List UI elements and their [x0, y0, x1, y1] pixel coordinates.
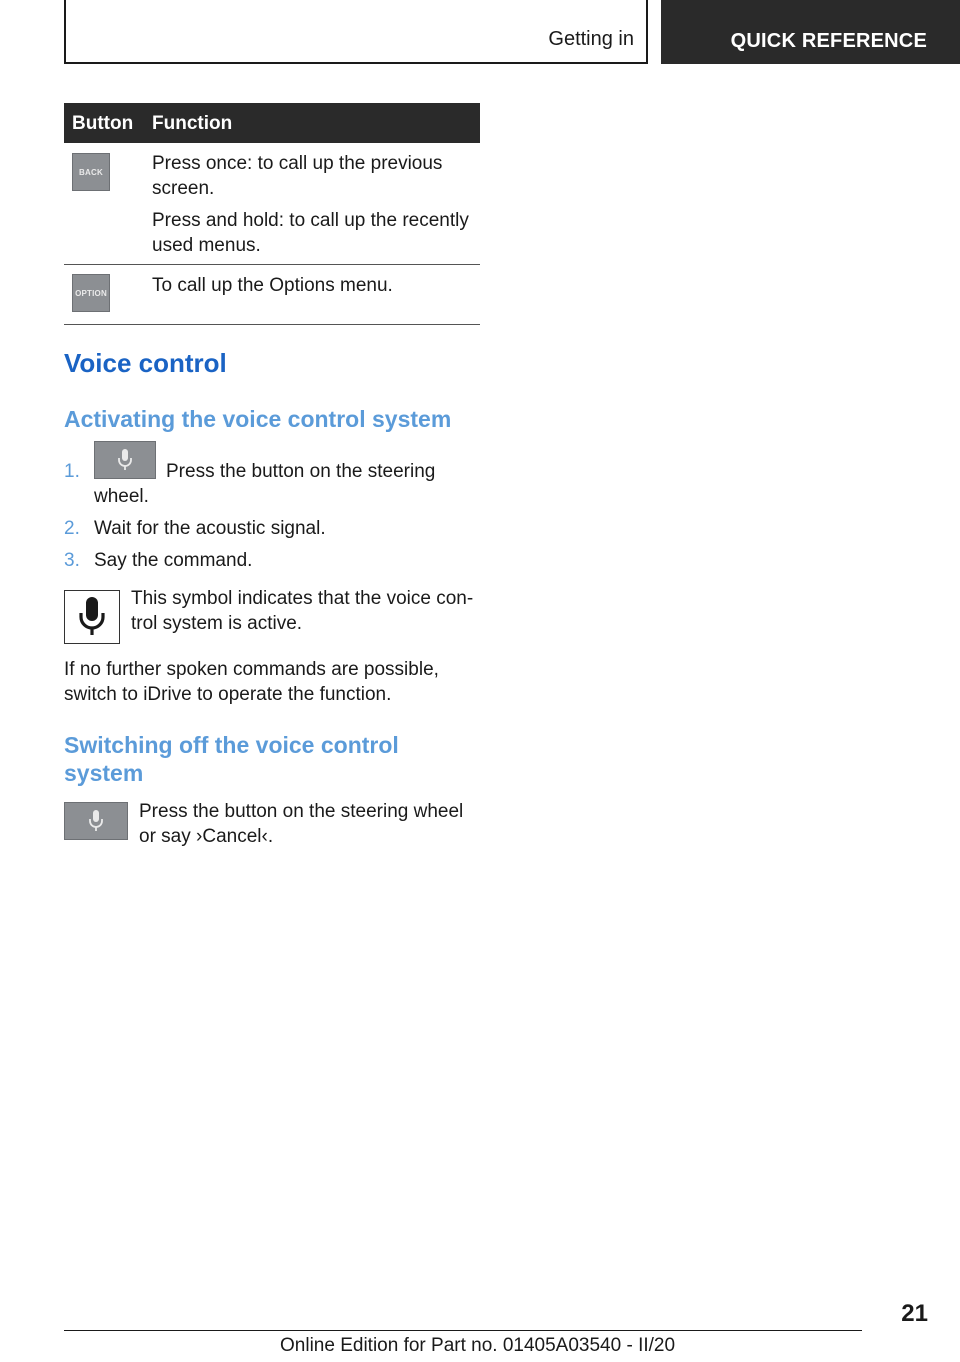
- table-row: [64, 143, 480, 265]
- activate-heading: Activating the voice control system: [64, 406, 452, 432]
- table-row: [64, 265, 480, 325]
- back-key-icon: BACK: [72, 153, 110, 191]
- switch-off-text-line: or say ›Cancel‹.: [139, 826, 274, 847]
- column-header-function: Function: [152, 113, 233, 134]
- header-section-box: [64, 0, 648, 64]
- symbol-note-line: trol system is active.: [131, 613, 303, 634]
- table-header-row: [64, 103, 480, 143]
- header-chapter-title: QUICK REFERENCE: [730, 30, 927, 52]
- header-section-title: Getting in: [548, 28, 634, 50]
- step-text: Say the command.: [94, 550, 253, 571]
- footer-divider: [64, 1330, 862, 1331]
- step-number: 1.: [64, 461, 80, 482]
- footer-edition: Online Edition for Part no. 01405A03540 - II/20: [280, 1335, 676, 1356]
- page-number: 21: [901, 1300, 928, 1327]
- row-function-text: To call up the Options menu.: [152, 275, 393, 296]
- switch-off-text-line: Press the button on the steering wheel: [139, 801, 464, 822]
- microphone-icon: [64, 802, 128, 840]
- button-function-table: [64, 103, 480, 325]
- switch-off-heading: [64, 731, 464, 787]
- section-title: Voice control: [64, 348, 227, 378]
- row-function-text: Press once: to call up the previous screen.: [152, 153, 443, 199]
- step-text: Press the button on the steering: [166, 461, 436, 482]
- column-header-button: Button: [72, 113, 134, 134]
- row-function-text: Press and hold: to call up the recently used menus.: [152, 210, 469, 256]
- option-key-icon: OPTION: [72, 274, 110, 312]
- switch-off-heading-line: system: [64, 760, 144, 786]
- voice-active-icon: [64, 590, 120, 644]
- header-chapter-tab: [661, 0, 960, 64]
- step-text: Wait for the acoustic signal.: [94, 518, 326, 539]
- switch-off-heading-line: Switching off the voice control: [64, 732, 399, 758]
- fallback-text-line: If no further spoken commands are possible,: [64, 659, 439, 680]
- step-number: 3.: [64, 550, 80, 571]
- step-text-continued: wheel.: [94, 486, 149, 507]
- fallback-text-line: switch to iDrive to operate the function.: [64, 684, 392, 705]
- step-number: 2.: [64, 518, 80, 539]
- symbol-note-line: This symbol indicates that the voice con-: [131, 588, 474, 609]
- microphone-icon: [94, 441, 156, 479]
